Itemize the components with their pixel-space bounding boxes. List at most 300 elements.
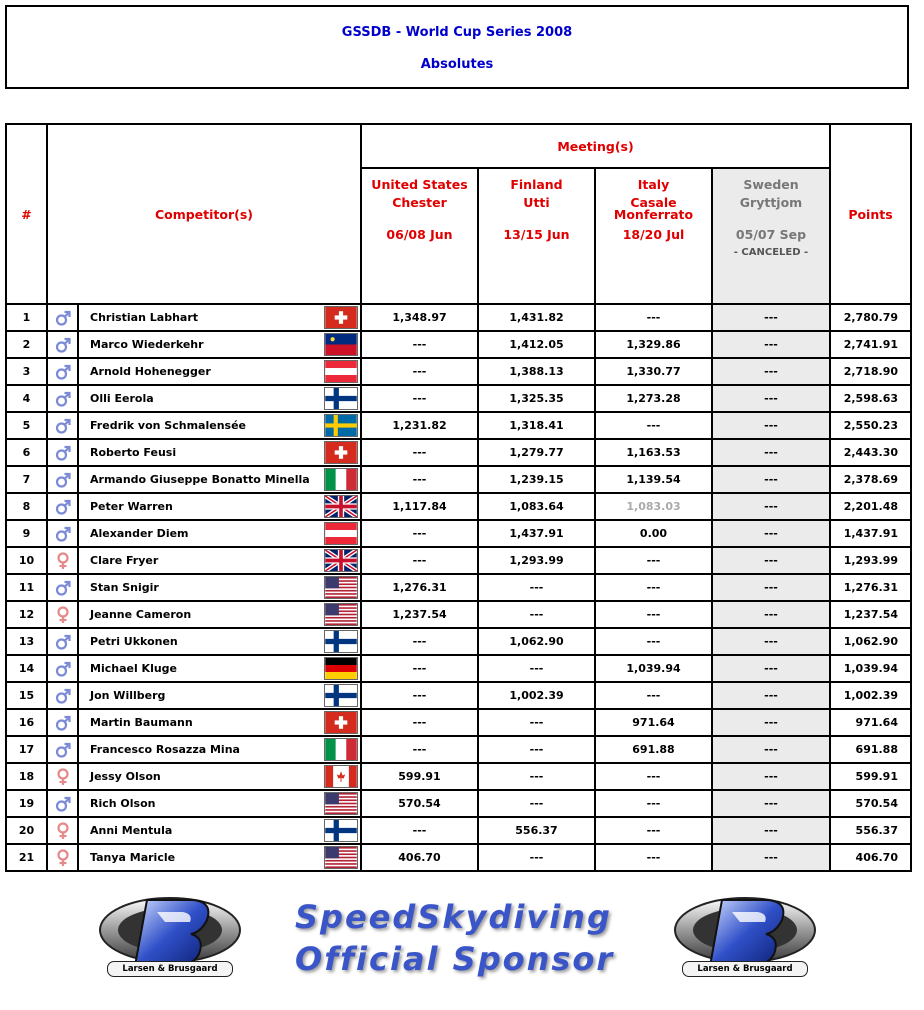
meeting-header-2 xyxy=(478,168,595,304)
score-value: --- xyxy=(412,635,427,648)
score-cell xyxy=(595,385,712,412)
score-cell xyxy=(478,439,595,466)
table-row xyxy=(6,520,911,547)
table-row xyxy=(6,439,911,466)
score-value: 599.91 xyxy=(398,770,441,783)
rank-cell: 6 xyxy=(6,439,47,466)
score-value: --- xyxy=(764,365,778,378)
score-cell xyxy=(478,601,595,628)
competitor-name: Olli Eerola xyxy=(78,385,322,412)
points-cell: 2,741.91 xyxy=(830,331,911,358)
score-cell xyxy=(361,493,478,520)
col-header-points: Points xyxy=(830,124,911,304)
male-icon xyxy=(55,390,71,408)
score-value: --- xyxy=(529,581,544,594)
meeting-header-4 xyxy=(712,168,830,304)
male-icon xyxy=(55,525,71,543)
austria-flag-icon xyxy=(324,522,358,545)
meeting-city: Casale Monferrato xyxy=(613,195,694,222)
table-row xyxy=(6,412,911,439)
competitor-name: Jon Willberg xyxy=(78,682,322,709)
meeting-city: Gryttjom xyxy=(739,195,803,210)
score-cell xyxy=(361,736,478,763)
rank-cell: 20 xyxy=(6,817,47,844)
score-cell xyxy=(361,331,478,358)
score-value: --- xyxy=(412,338,427,351)
score-value: 1,062.90 xyxy=(509,635,564,648)
score-cell xyxy=(712,412,830,439)
usa-flag-icon xyxy=(324,846,358,869)
score-cell xyxy=(595,736,712,763)
points-cell: 691.88 xyxy=(830,736,911,763)
score-value: --- xyxy=(764,473,778,486)
header-box xyxy=(5,5,909,89)
sex-cell xyxy=(47,736,78,763)
meeting-country: Italy xyxy=(637,177,670,192)
finland-flag-icon xyxy=(324,387,358,410)
points-cell: 2,780.79 xyxy=(830,304,911,331)
score-cell xyxy=(478,331,595,358)
rank-cell: 14 xyxy=(6,655,47,682)
score-value: 1,329.86 xyxy=(626,338,681,351)
competitor-name: Francesco Rosazza Mina xyxy=(78,736,322,763)
sex-cell xyxy=(47,709,78,736)
page-title: GSSDB - World Cup Series 2008 xyxy=(341,25,573,40)
score-cell xyxy=(361,520,478,547)
rank-cell: 17 xyxy=(6,736,47,763)
score-value: --- xyxy=(412,365,427,378)
score-cell xyxy=(361,466,478,493)
rank-cell: 3 xyxy=(6,358,47,385)
score-value: 1,273.28 xyxy=(626,392,681,405)
germany-flag-icon xyxy=(324,657,358,680)
competitor-name: Roberto Feusi xyxy=(78,439,322,466)
table-row xyxy=(6,385,911,412)
flag-cell xyxy=(322,574,361,601)
score-cell xyxy=(595,547,712,574)
logo-caption: Larsen & Brusgaard xyxy=(682,961,808,977)
score-value: --- xyxy=(412,716,427,729)
sex-cell xyxy=(47,601,78,628)
rank-cell: 9 xyxy=(6,520,47,547)
flag-cell xyxy=(322,358,361,385)
points-cell: 971.64 xyxy=(830,709,911,736)
score-value: --- xyxy=(412,446,427,459)
page-subtitle: Absolutes xyxy=(420,57,494,72)
flag-cell xyxy=(322,763,361,790)
competitor-name: Anni Mentula xyxy=(78,817,322,844)
rank-cell: 2 xyxy=(6,331,47,358)
score-cell xyxy=(361,817,478,844)
flag-cell xyxy=(322,709,361,736)
score-value: 1,231.82 xyxy=(392,419,447,432)
competitor-name: Arnold Hohenegger xyxy=(78,358,322,385)
meeting-dates: 18/20 Jul xyxy=(622,227,685,242)
sponsor-logo-right xyxy=(670,888,820,983)
table-row xyxy=(6,709,911,736)
male-icon xyxy=(55,498,71,516)
score-value: --- xyxy=(646,770,661,783)
score-value: --- xyxy=(764,797,778,810)
points-cell: 406.70 xyxy=(830,844,911,871)
flag-cell xyxy=(322,439,361,466)
uk-flag-icon xyxy=(324,495,358,518)
score-cell xyxy=(595,574,712,601)
meeting-dates: 05/07 Sep xyxy=(735,227,807,242)
competitor-name: Martin Baumann xyxy=(78,709,322,736)
sex-cell xyxy=(47,493,78,520)
score-value: --- xyxy=(764,608,778,621)
score-value: --- xyxy=(764,716,778,729)
score-value: 1,163.53 xyxy=(626,446,681,459)
flag-cell xyxy=(322,601,361,628)
score-value: --- xyxy=(412,662,427,675)
score-value: --- xyxy=(646,824,661,837)
male-icon xyxy=(55,336,71,354)
flag-cell xyxy=(322,547,361,574)
score-value: --- xyxy=(529,608,544,621)
score-cell xyxy=(595,709,712,736)
score-value: 0.00 xyxy=(639,527,668,540)
score-cell xyxy=(361,385,478,412)
score-cell xyxy=(478,817,595,844)
score-value: --- xyxy=(764,635,778,648)
score-cell xyxy=(712,331,830,358)
score-cell xyxy=(361,709,478,736)
score-value: 1,117.84 xyxy=(392,500,447,513)
score-value: --- xyxy=(764,311,778,324)
rank-cell: 19 xyxy=(6,790,47,817)
score-value: 556.37 xyxy=(515,824,558,837)
meeting-country: Finland xyxy=(510,177,563,192)
points-cell: 2,443.30 xyxy=(830,439,911,466)
female-icon xyxy=(55,552,71,570)
score-value: --- xyxy=(764,689,778,702)
flag-cell xyxy=(322,412,361,439)
score-cell xyxy=(595,817,712,844)
finland-flag-icon xyxy=(324,630,358,653)
sponsor-banner xyxy=(95,888,825,988)
score-cell xyxy=(712,844,830,871)
score-value: 1,293.99 xyxy=(509,554,564,567)
rank-cell: 12 xyxy=(6,601,47,628)
points-cell: 1,237.54 xyxy=(830,601,911,628)
flag-cell xyxy=(322,682,361,709)
meeting-country: Sweden xyxy=(743,177,799,192)
logo-caption: Larsen & Brusgaard xyxy=(107,961,233,977)
score-cell xyxy=(361,844,478,871)
table-row xyxy=(6,601,911,628)
score-cell xyxy=(595,601,712,628)
usa-flag-icon xyxy=(324,576,358,599)
table-row xyxy=(6,844,911,871)
male-icon xyxy=(55,633,71,651)
meeting-dates: 13/15 Jun xyxy=(503,227,570,242)
rank-cell: 18 xyxy=(6,763,47,790)
score-cell xyxy=(595,763,712,790)
score-cell xyxy=(595,790,712,817)
male-icon xyxy=(55,579,71,597)
sweden-flag-icon xyxy=(324,414,358,437)
score-value: 1,083.03 xyxy=(626,500,681,513)
sex-cell xyxy=(47,547,78,574)
usa-flag-icon xyxy=(324,603,358,626)
switzerland-flag-icon xyxy=(324,441,358,464)
score-value: 1,318.41 xyxy=(509,419,564,432)
rank-cell: 5 xyxy=(6,412,47,439)
score-cell xyxy=(478,790,595,817)
flag-cell xyxy=(322,844,361,871)
score-cell xyxy=(712,790,830,817)
score-value: 691.88 xyxy=(632,743,675,756)
italy-flag-icon xyxy=(324,468,358,491)
score-cell xyxy=(712,736,830,763)
competitor-name: Michael Kluge xyxy=(78,655,322,682)
table-row xyxy=(6,736,911,763)
score-cell xyxy=(712,628,830,655)
score-cell xyxy=(712,385,830,412)
score-value: --- xyxy=(529,716,544,729)
score-value: 1,276.31 xyxy=(392,581,447,594)
competitor-name: Alexander Diem xyxy=(78,520,322,547)
score-cell xyxy=(478,493,595,520)
female-icon xyxy=(55,606,71,624)
sex-cell xyxy=(47,385,78,412)
score-cell xyxy=(361,601,478,628)
score-value: --- xyxy=(412,824,427,837)
score-cell xyxy=(595,520,712,547)
score-value: 1,388.13 xyxy=(509,365,564,378)
score-cell xyxy=(478,358,595,385)
rank-cell: 16 xyxy=(6,709,47,736)
points-cell: 1,039.94 xyxy=(830,655,911,682)
score-cell xyxy=(712,709,830,736)
score-value: 1,239.15 xyxy=(509,473,564,486)
sex-cell xyxy=(47,466,78,493)
score-value: 1,330.77 xyxy=(626,365,681,378)
score-value: --- xyxy=(764,581,778,594)
flag-cell xyxy=(322,736,361,763)
score-cell xyxy=(478,628,595,655)
score-cell xyxy=(361,304,478,331)
points-cell: 2,550.23 xyxy=(830,412,911,439)
competitor-name: Christian Labhart xyxy=(78,304,322,331)
flag-cell xyxy=(322,520,361,547)
table-row xyxy=(6,682,911,709)
points-cell: 599.91 xyxy=(830,763,911,790)
score-cell xyxy=(478,655,595,682)
score-cell xyxy=(478,763,595,790)
score-cell xyxy=(361,412,478,439)
score-value: --- xyxy=(412,473,427,486)
score-value: 1,437.91 xyxy=(509,527,564,540)
score-cell xyxy=(712,763,830,790)
score-cell xyxy=(361,763,478,790)
score-value: --- xyxy=(646,689,661,702)
rank-cell: 10 xyxy=(6,547,47,574)
score-cell xyxy=(361,655,478,682)
rank-cell: 8 xyxy=(6,493,47,520)
sex-cell xyxy=(47,520,78,547)
score-value: --- xyxy=(529,770,544,783)
score-cell xyxy=(712,520,830,547)
score-value: --- xyxy=(646,554,661,567)
score-value: --- xyxy=(764,851,778,864)
male-icon xyxy=(55,795,71,813)
table-row xyxy=(6,574,911,601)
finland-flag-icon xyxy=(324,819,358,842)
col-header-competitor: Competitor(s) xyxy=(47,124,361,304)
score-value: --- xyxy=(646,851,661,864)
score-value: --- xyxy=(764,446,778,459)
score-cell xyxy=(712,439,830,466)
score-cell xyxy=(712,547,830,574)
score-value: --- xyxy=(412,743,427,756)
sponsor-line-2: Official Sponsor xyxy=(295,940,615,978)
male-icon xyxy=(55,660,71,678)
score-cell xyxy=(712,601,830,628)
points-cell: 1,293.99 xyxy=(830,547,911,574)
points-cell: 1,002.39 xyxy=(830,682,911,709)
score-value: 1,325.35 xyxy=(509,392,564,405)
score-cell xyxy=(361,547,478,574)
male-icon xyxy=(55,417,71,435)
sponsor-line-1: SpeedSkydiving xyxy=(295,898,612,936)
score-cell xyxy=(595,331,712,358)
score-cell xyxy=(361,439,478,466)
meeting-dates: 06/08 Jun xyxy=(386,227,453,242)
score-cell xyxy=(595,304,712,331)
score-cell xyxy=(712,655,830,682)
score-value: --- xyxy=(764,500,778,513)
liechtenstein-flag-icon xyxy=(324,333,358,356)
score-value: --- xyxy=(529,743,544,756)
score-value: 1,083.64 xyxy=(509,500,564,513)
score-cell xyxy=(361,358,478,385)
score-cell xyxy=(595,628,712,655)
competitor-name: Peter Warren xyxy=(78,493,322,520)
points-cell: 2,201.48 xyxy=(830,493,911,520)
score-value: --- xyxy=(529,797,544,810)
sex-cell xyxy=(47,574,78,601)
flag-cell xyxy=(322,655,361,682)
score-cell xyxy=(361,682,478,709)
score-cell xyxy=(478,385,595,412)
competitor-name: Tanya Maricle xyxy=(78,844,322,871)
score-cell xyxy=(595,493,712,520)
score-cell xyxy=(478,466,595,493)
austria-flag-icon xyxy=(324,360,358,383)
male-icon xyxy=(55,363,71,381)
score-cell xyxy=(595,412,712,439)
score-value: --- xyxy=(646,311,661,324)
score-value: --- xyxy=(412,689,427,702)
score-value: --- xyxy=(529,662,544,675)
switzerland-flag-icon xyxy=(324,711,358,734)
points-cell: 1,062.90 xyxy=(830,628,911,655)
competitor-name: Rich Olson xyxy=(78,790,322,817)
meeting-city: Chester xyxy=(392,195,447,210)
score-value: --- xyxy=(764,662,778,675)
table-row xyxy=(6,628,911,655)
score-cell xyxy=(478,304,595,331)
results-table xyxy=(5,123,912,872)
score-cell xyxy=(712,574,830,601)
col-header-meetings: Meeting(s) xyxy=(361,124,830,168)
score-cell xyxy=(595,466,712,493)
rank-cell: 7 xyxy=(6,466,47,493)
score-cell xyxy=(595,439,712,466)
male-icon xyxy=(55,714,71,732)
table-row xyxy=(6,817,911,844)
male-icon xyxy=(55,309,71,327)
table-row xyxy=(6,655,911,682)
score-cell xyxy=(361,790,478,817)
sex-cell xyxy=(47,790,78,817)
rank-cell: 4 xyxy=(6,385,47,412)
score-cell xyxy=(712,817,830,844)
competitor-name: Jessy Olson xyxy=(78,763,322,790)
score-cell xyxy=(478,709,595,736)
score-value: --- xyxy=(646,419,661,432)
score-cell xyxy=(712,466,830,493)
flag-cell xyxy=(322,628,361,655)
competitor-name: Jeanne Cameron xyxy=(78,601,322,628)
score-value: 1,237.54 xyxy=(392,608,447,621)
flag-cell xyxy=(322,304,361,331)
points-cell: 556.37 xyxy=(830,817,911,844)
score-value: --- xyxy=(764,743,778,756)
score-value: --- xyxy=(412,392,427,405)
score-cell xyxy=(478,574,595,601)
score-value: 1,412.05 xyxy=(509,338,564,351)
score-cell xyxy=(712,493,830,520)
score-value: --- xyxy=(646,581,661,594)
flag-cell xyxy=(322,385,361,412)
male-icon xyxy=(55,444,71,462)
female-icon xyxy=(55,849,71,867)
flag-cell xyxy=(322,466,361,493)
points-cell: 570.54 xyxy=(830,790,911,817)
score-value: --- xyxy=(412,527,427,540)
meeting-city: Utti xyxy=(523,195,550,210)
score-cell xyxy=(595,682,712,709)
score-value: 1,348.97 xyxy=(392,311,447,324)
score-cell xyxy=(478,412,595,439)
score-value: 1,139.54 xyxy=(626,473,681,486)
score-cell xyxy=(478,682,595,709)
score-value: --- xyxy=(646,608,661,621)
score-value: 1,002.39 xyxy=(509,689,564,702)
flag-cell xyxy=(322,790,361,817)
competitor-name: Armando Giuseppe Bonatto Minella xyxy=(78,466,322,493)
competitor-name: Petri Ukkonen xyxy=(78,628,322,655)
canada-flag-icon xyxy=(324,765,358,788)
male-icon xyxy=(55,471,71,489)
score-cell xyxy=(478,736,595,763)
score-cell xyxy=(478,844,595,871)
meeting-country: United States xyxy=(371,177,468,192)
points-cell: 2,718.90 xyxy=(830,358,911,385)
score-value: 1,279.77 xyxy=(509,446,564,459)
sex-cell xyxy=(47,844,78,871)
sex-cell xyxy=(47,628,78,655)
score-value: --- xyxy=(764,419,778,432)
italy-flag-icon xyxy=(324,738,358,761)
score-value: 570.54 xyxy=(398,797,441,810)
score-cell xyxy=(712,304,830,331)
flag-cell xyxy=(322,331,361,358)
